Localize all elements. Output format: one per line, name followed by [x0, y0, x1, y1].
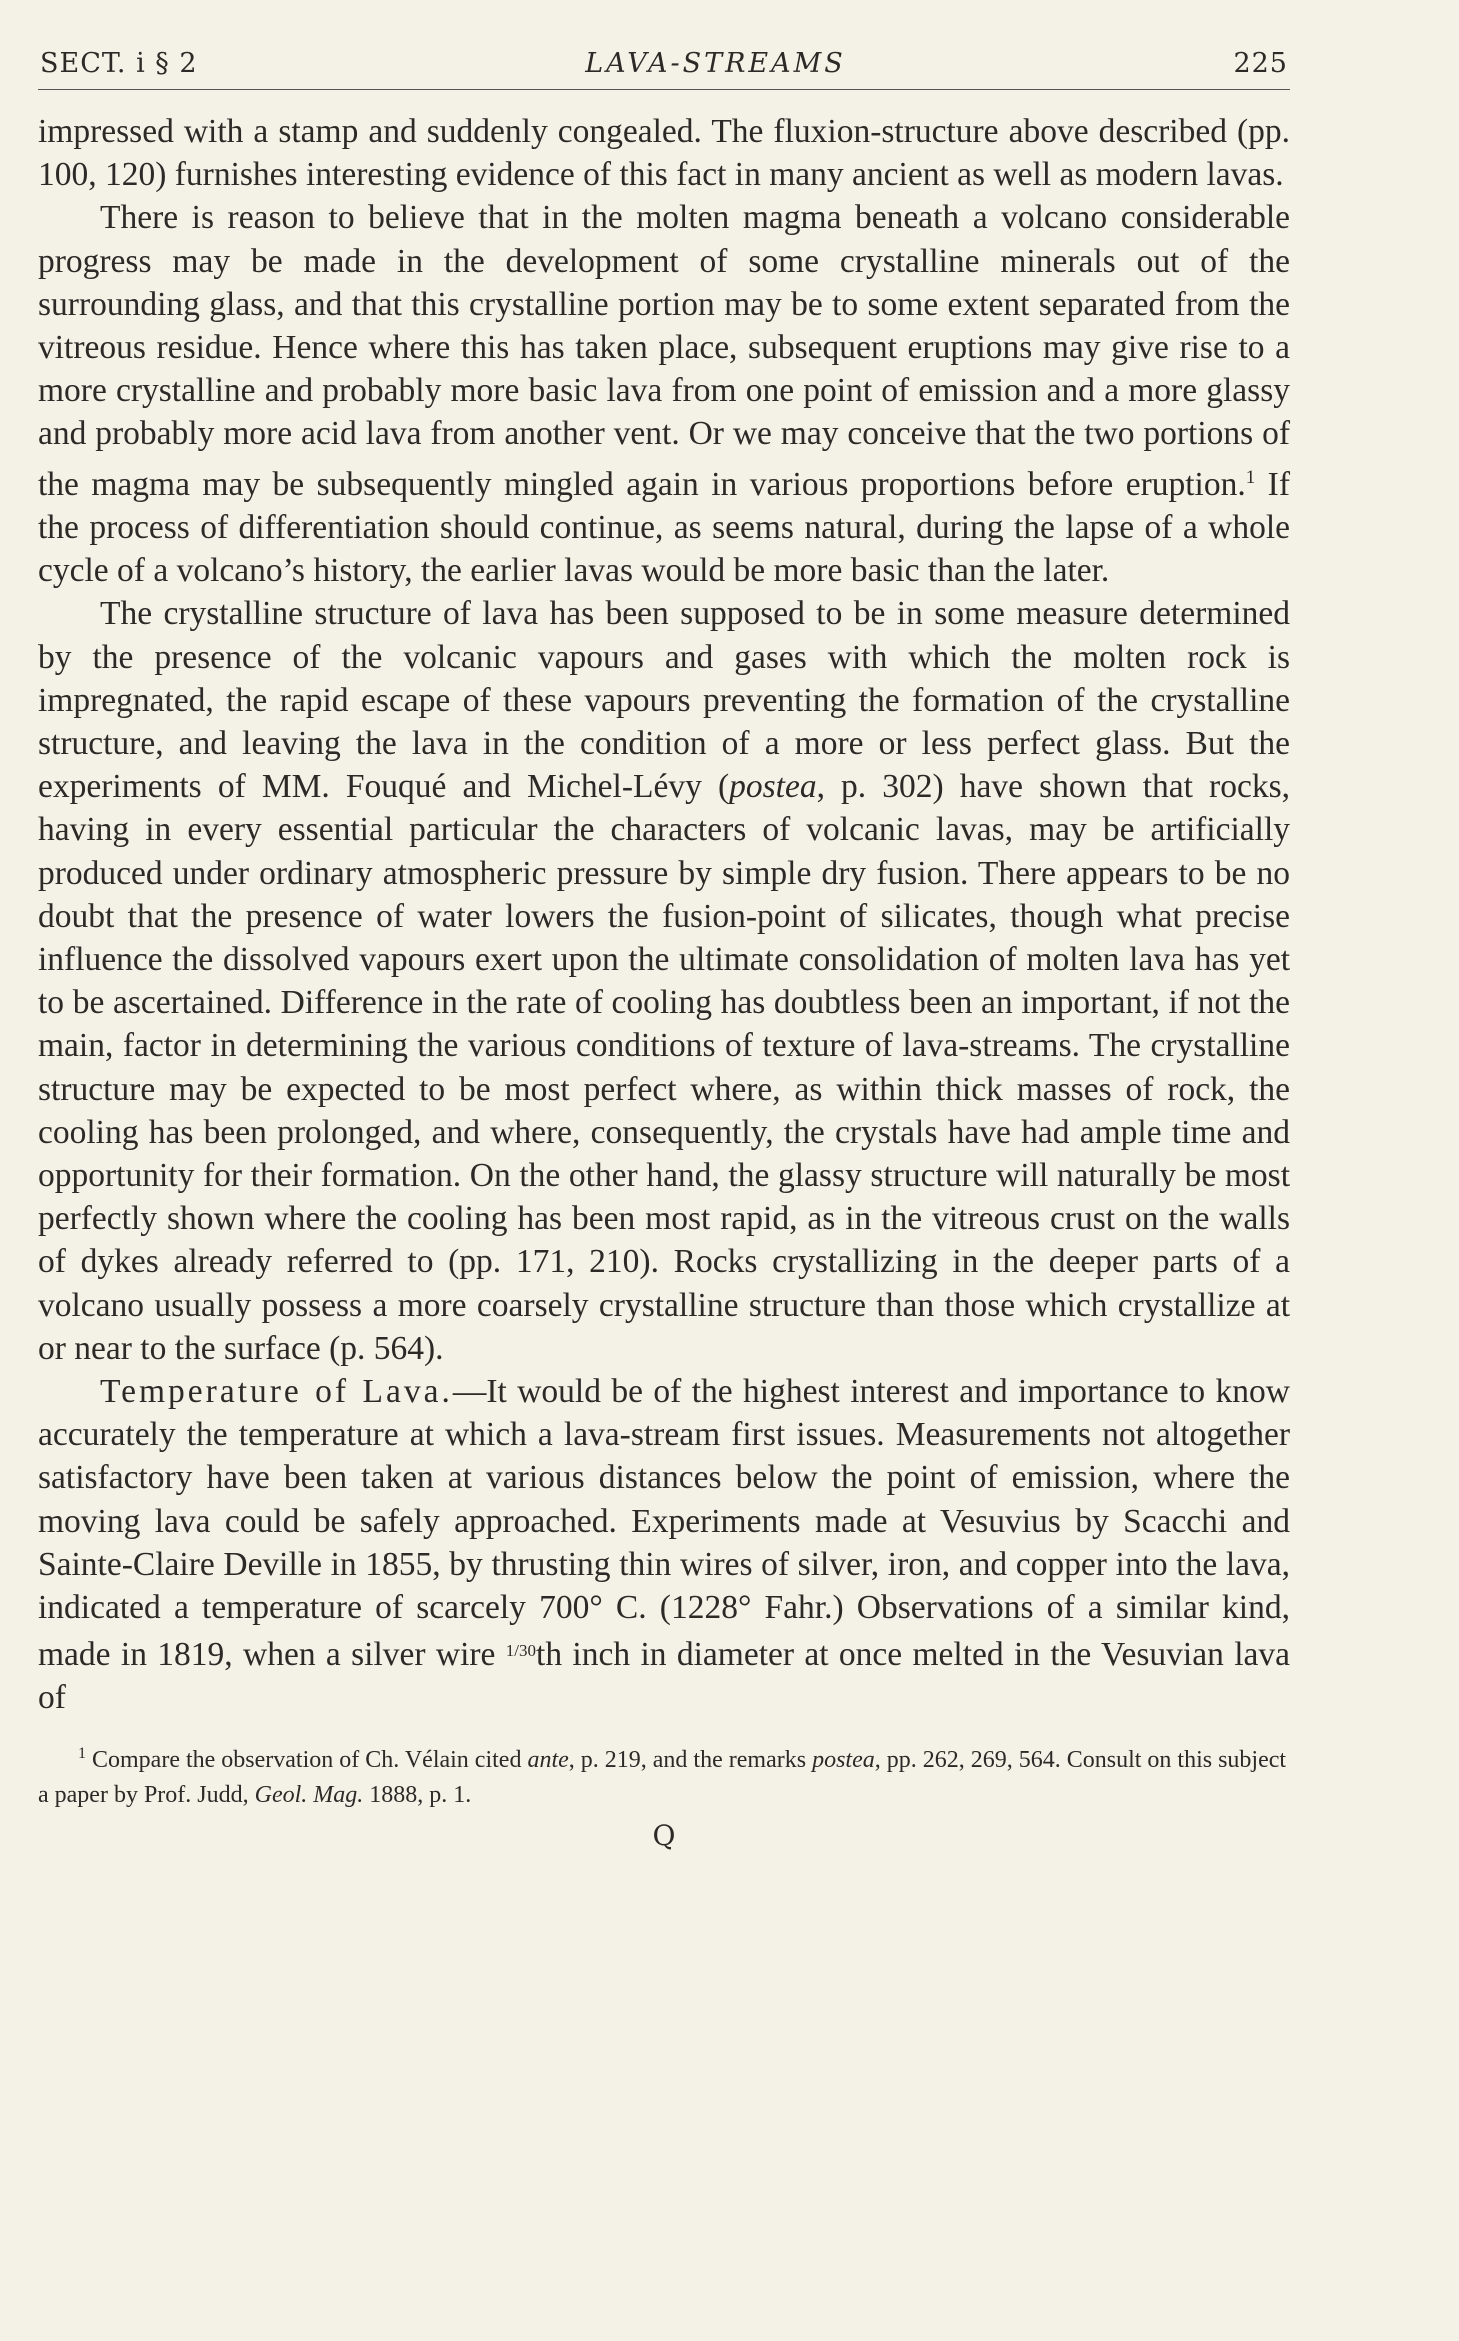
signature-mark: Q — [652, 1818, 676, 1852]
running-title: LAVA-STREAMS — [585, 48, 846, 79]
running-header — [38, 48, 1290, 90]
footnote-ref: 1 — [1245, 466, 1256, 488]
paragraph-3: The crystalline structure of lava has been supposed to be in some measure determined by the presence of the volcanic vapours and gases with which the molten rock is impregnated, the rapid escape of these vapours preventing the formation of the crystalline structure, and leaving the lava in the condition of a more or less perfect glass. But the experiments of MM. Fouqué and Michel-Lévy (postea, p. 302) have shown that rocks, having in every essential particular the characters of volcanic lavas, may be artificially produced under ordinary atmospheric pressure by simple dry fusion. There appears to be no doubt that the presence of water lowers the fusion-point of silicates, though what precise influence the dissolved vapours exert upon the ultimate consolidation of molten lava has yet to be ascertained. Difference in the rate of cooling has doubtless been an important, if not the main, factor in determining the various conditions of texture of lava-streams. The crystalline structure may be expected to be most perfect where, as within thick masses of rock, the cooling has been prolonged, and where, consequently, the crystals have had ample time and opportunity for their formation. On the other hand, the glassy structure will naturally be most perfectly shown where the cooling has been most rapid, as in the vitreous crust on the walls of dykes already referred to (pp. 171, 210). Rocks crystallizing in the deeper parts of a volcano usually possess a more coarsely crystalline structure than those which crystallize at or near to the surface (p. 564). — [38, 595, 1290, 1367]
footnote: $^1$ Compare the observation of Ch. Vélain cited ante, p. 219, and the remarks postea, pp. 262, 269, 564. Consult on this subject a paper by Prof. Judd, Geol. Mag. 1888, p. 1. — [38, 1744, 1287, 1808]
section-label: SECT. i § 2 — [40, 48, 198, 79]
paragraph-1: impressed with a stamp and suddenly congealed. The fluxion-structure above described (pp. 100, 120) furnishes interesting evidence of this fact in many ancient as well as modern lavas. — [38, 113, 1290, 194]
body-text — [38, 110, 1290, 1720]
page — [38, 48, 1290, 1852]
paragraph-4: Temperature of Lava.—It would be of the highest interest and importance to know accurately the temperature at which a lava-stream first issues. Measurements not altogether satisfactory have been taken at various distances below the point of emission, where the moving lava could be safely approached. Experiments made at Vesuvius by Scacchi and Sainte-Claire Deville in 1855, by thrusting thin wires of silver, iron, and copper into the lava, indicated a temperature of scarcely 700° C. (1228° Fahr.) Observations of a similar kind, made in 1819, when a silver wire $^{1/30}$th inch in diameter at once melted in the Vesuvian lava of — [38, 1373, 1290, 1717]
paragraph-2: There is reason to believe that in the molten magma beneath a volcano considerable progress may be made in the development of some crystalline minerals out of the surrounding glass, and that this crystalline portion may be to some extent separated from the vitreous residue. Hence where this has taken place, subsequent eruptions may give rise to a more crystalline and probably more basic lava from one point of emission and a more glassy and probably more acid lava from another vent. Or we may conceive that the two portions of the magma may be subsequently mingled again in various proportions before eruption.$^1$ If the process of differentiation should continue, as seems natural, during the lapse of a whole cycle of a volcano’s history, the earlier lavas would be more basic than the later. — [38, 199, 1290, 590]
footnote-marker: 1 — [78, 1744, 86, 1762]
page-number: 225 — [1233, 48, 1288, 79]
fraction: 1/30 — [505, 1641, 537, 1661]
section-heading: Temperature of Lava. — [100, 1373, 453, 1411]
